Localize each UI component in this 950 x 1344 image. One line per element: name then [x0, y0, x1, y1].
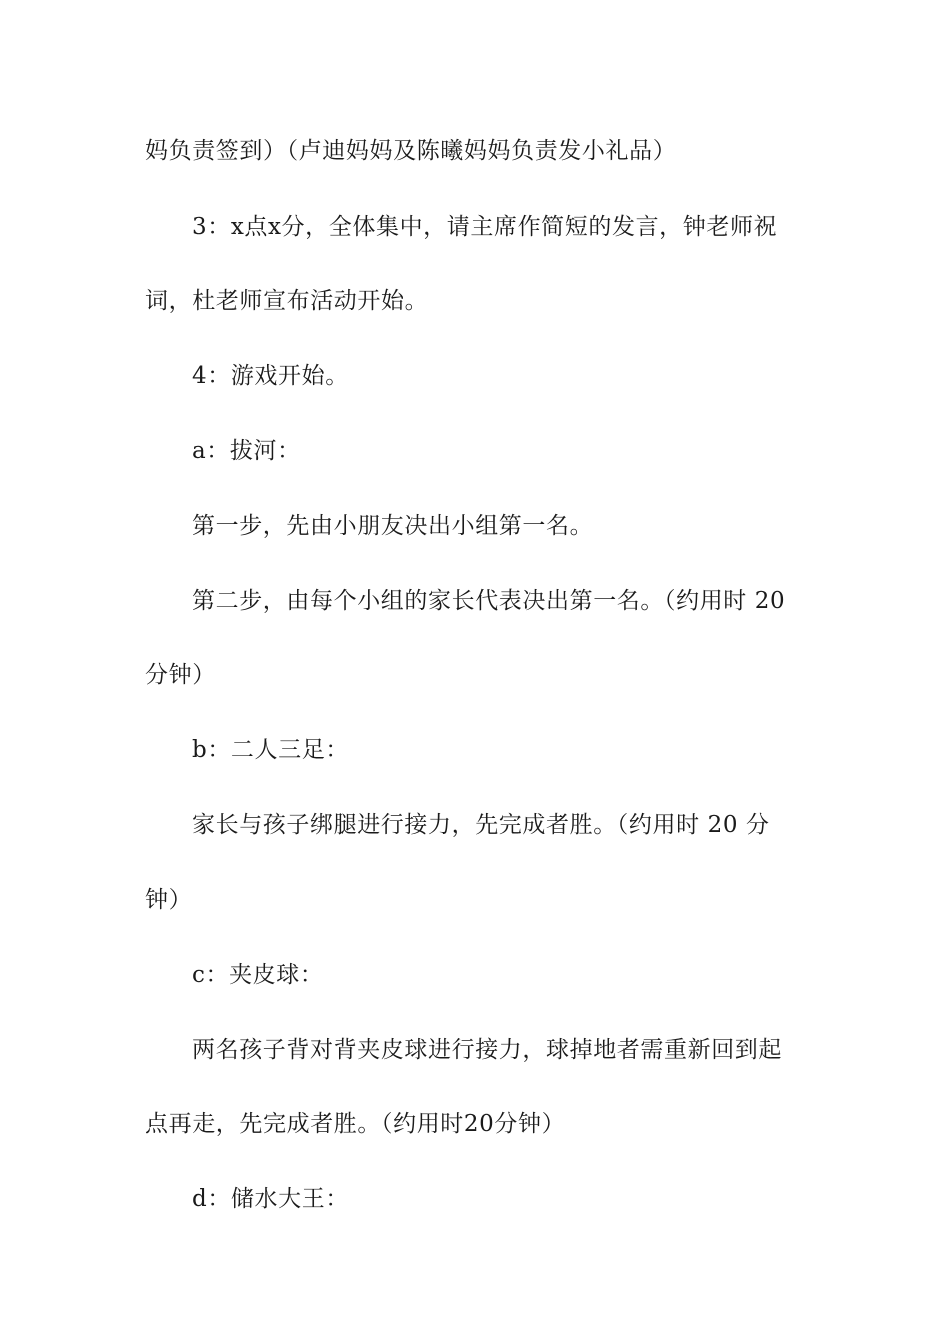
text-line: 点再走，先完成者胜。（约用时20分钟）	[145, 1111, 566, 1137]
text-line: 第一步，先由小朋友决出小组第一名。	[192, 513, 594, 539]
text-line: c：夹皮球：	[192, 962, 324, 988]
text-line: 第二步，由每个小组的家长代表决出第一名。（约用时 20	[192, 588, 786, 614]
text-line: 钟）	[145, 887, 193, 913]
text-line: 妈负责签到）（卢迪妈妈及陈曦妈妈负责发小礼品）	[145, 138, 677, 164]
text-line: 词，杜老师宣布活动开始。	[145, 288, 429, 314]
text-line: d：储水大王：	[192, 1186, 349, 1212]
text-line: 家长与孩子绑腿进行接力，先完成者胜。（约用时 20 分	[192, 812, 770, 838]
text-line: 3：x点x分，全体集中，请主席作简短的发言，钟老师祝	[192, 214, 778, 240]
text-line: 4：游戏开始。	[192, 363, 349, 389]
text-line: a：拔河：	[192, 438, 301, 464]
text-line: 分钟）	[145, 662, 216, 688]
text-line: b：二人三足：	[192, 737, 349, 763]
text-line: 两名孩子背对背夹皮球进行接力，球掉地者需重新回到起	[192, 1037, 782, 1063]
